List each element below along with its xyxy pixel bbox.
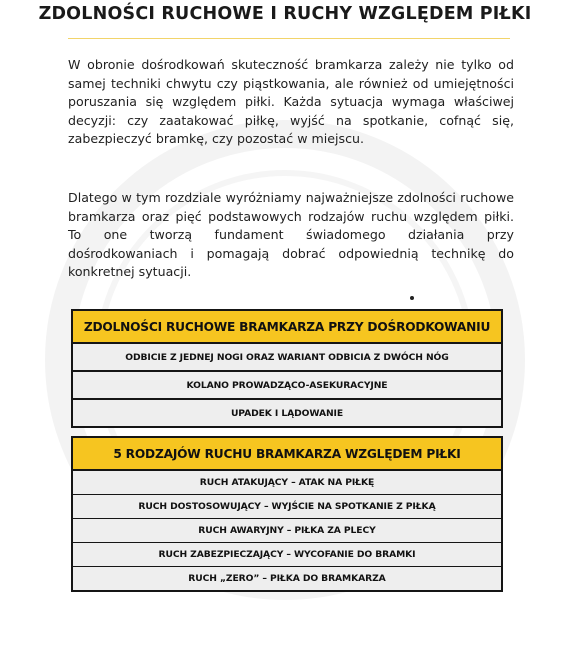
motor-skills-table xyxy=(71,309,503,428)
table-row: RUCH ZABEZPIECZAJĄCY – WYCOFANIE DO BRAMKI xyxy=(73,543,501,567)
table-row: UPADEK I LĄDOWANIE xyxy=(73,399,501,426)
decorative-dot xyxy=(410,296,414,300)
page-title: ZDOLNOŚCI RUCHOWE I RUCHY WZGLĘDEM PIŁKI xyxy=(38,4,532,24)
table-row: RUCH DOSTOSOWUJĄCY – WYJŚCIE NA SPOTKANIE Z PIŁKĄ xyxy=(73,495,501,519)
table-row: RUCH AWARYJNY – PIŁKA ZA PLECY xyxy=(73,519,501,543)
table-row: RUCH „ZERO” – PIŁKA DO BRAMKARZA xyxy=(73,567,501,590)
table-row: RUCH ATAKUJĄCY – ATAK NA PIŁKĘ xyxy=(73,471,501,495)
table-row: ODBICIE Z JEDNEJ NOGI ORAZ WARIANT ODBICIA Z DWÓCH NÓG xyxy=(73,344,501,371)
movement-types-table xyxy=(71,436,503,592)
table-row: KOLANO PROWADZĄCO-ASEKURACYJNE xyxy=(73,371,501,399)
chapter-description-paragraph: Dlatego w tym rozdziale wyróżniamy najważniejsze zdolności ruchowe bramkarza oraz pięć podstawowych rodzajów ruchu względem piłki. To one tworzą fundament świadomego działania przy dośrodkowaniach i pomagają dobrać odpowiednią technikę do konkretnej sytuacji. xyxy=(68,190,514,280)
intro-paragraph: W obronie dośrodkowań skuteczność bramkarza zależy nie tylko od samej techniki chwytu czy piąstkowania, ale również od umiejętności poruszania się względem piłki. Każda sytuacja wymaga właściwej decyzji: czy zaatakować piłkę, wyjść na spotkanie, cofnąć się, zabezpieczyć bramkę, czy pozostać w miejscu. xyxy=(68,57,514,147)
movement-types-table-header: 5 RODZAJÓW RUCHU BRAMKARZA WZGLĘDEM PIŁKI xyxy=(73,438,501,471)
motor-skills-table-header: ZDOLNOŚCI RUCHOWE BRAMKARZA PRZY DOŚRODKOWANIU xyxy=(73,311,501,344)
title-underline xyxy=(68,38,510,39)
